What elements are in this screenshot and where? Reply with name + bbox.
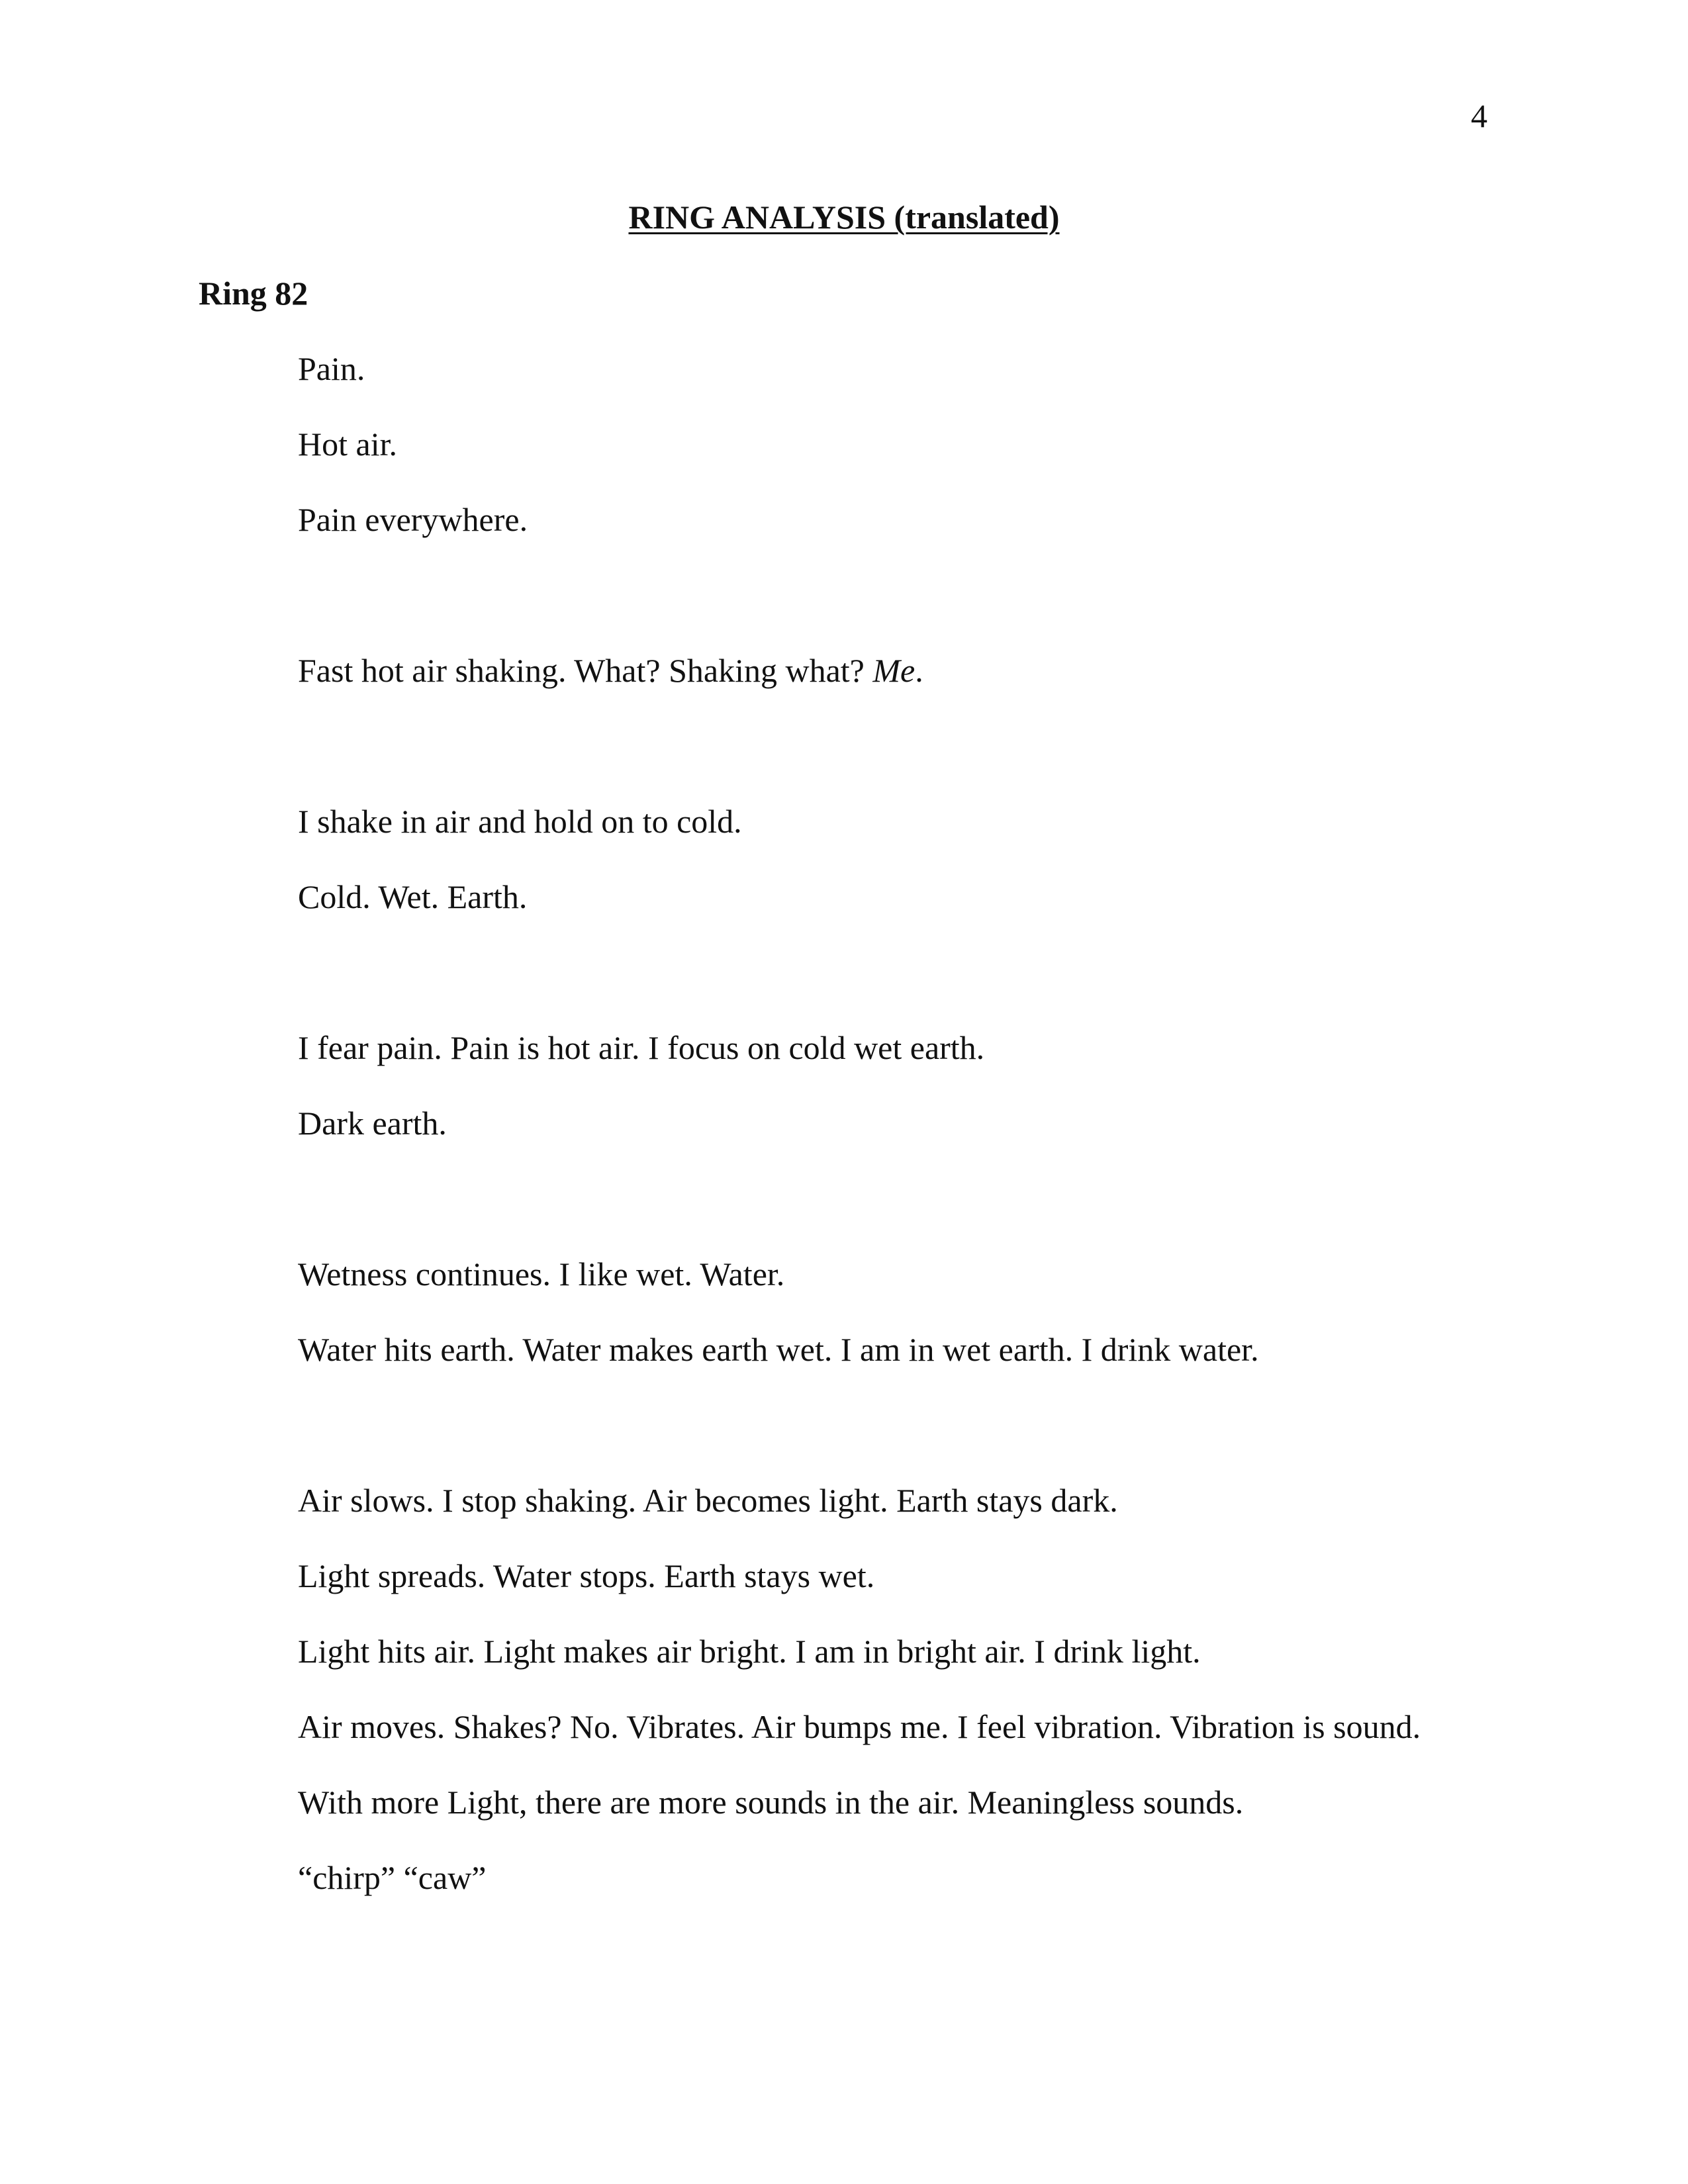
body-line — [298, 654, 923, 687]
body-line: I fear pain. Pain is hot air. I focus on cold wet earth. — [298, 1029, 985, 1066]
body-line: Cold. Wet. Earth. — [298, 878, 528, 915]
body-line-text: . — [915, 652, 923, 689]
body-line: Water hits earth. Water makes earth wet. I am in wet earth. I drink water. — [298, 1331, 1259, 1368]
body-line: Pain everywhere. — [298, 501, 528, 538]
body-line: “chirp” “caw” — [298, 1859, 487, 1896]
section-heading: Ring 82 — [199, 275, 308, 312]
emphasis-text: Me — [872, 652, 915, 689]
body-line: Air slows. I stop shaking. Air becomes light. Earth stays dark. — [298, 1482, 1118, 1519]
body-line: Hot air. — [298, 426, 397, 463]
body-line: Dark earth. — [298, 1105, 447, 1142]
body-line: Pain. — [298, 350, 365, 387]
body-line: With more Light, there are more sounds in the air. Meaningless sounds. — [298, 1784, 1244, 1821]
page-number: 4 — [1471, 97, 1487, 134]
page-title: RING ANALYSIS (translated) — [628, 199, 1060, 236]
body-line-text: Fast hot air shaking. What? Shaking what? — [298, 652, 873, 689]
body-line: I shake in air and hold on to cold. — [298, 803, 742, 840]
body-line: Air moves. Shakes? No. Vibrates. Air bumps me. I feel vibration. Vibration is sound. — [298, 1708, 1421, 1745]
body-line: Wetness continues. I like wet. Water. — [298, 1255, 785, 1293]
body-line: Light hits air. Light makes air bright. I am in bright air. I drink light. — [298, 1633, 1201, 1670]
body-line: Light spreads. Water stops. Earth stays wet. — [298, 1557, 875, 1594]
